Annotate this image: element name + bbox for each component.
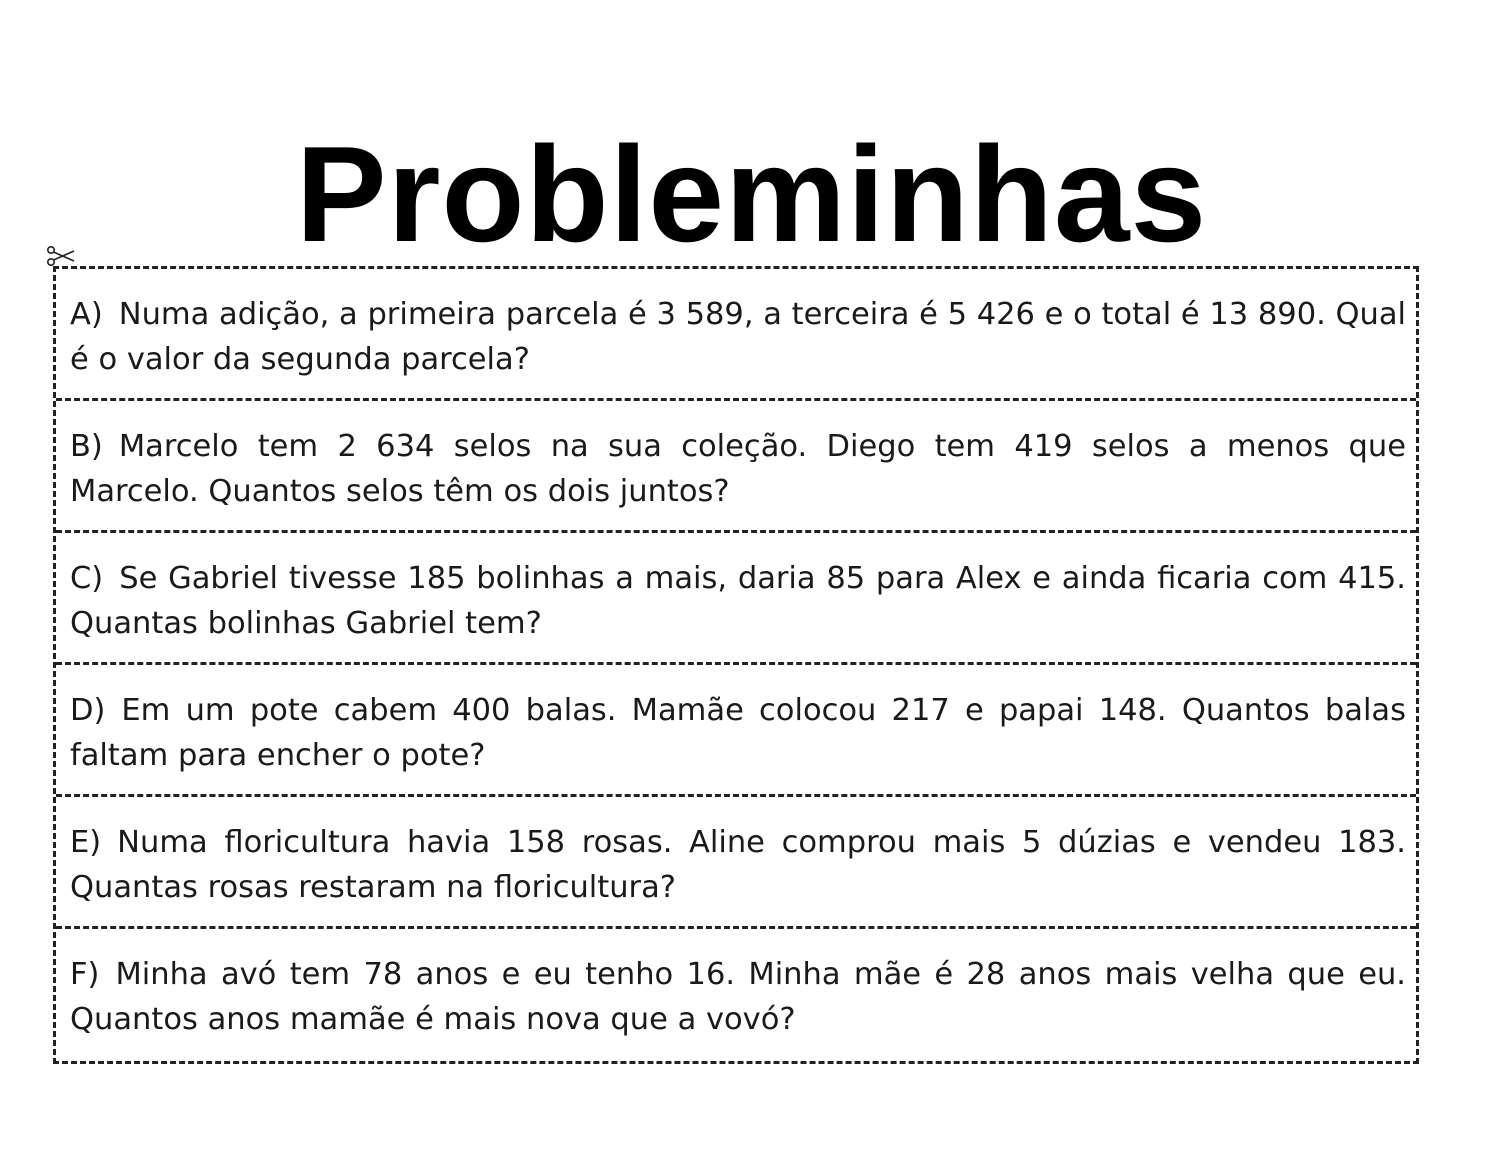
problem-text: Numa adição, a primeira parcela é 3 589, a terceira é 5 426 e o total é 13 890. Qual é o valor da segunda parcela? xyxy=(70,297,1406,377)
problem-list xyxy=(53,266,1419,1064)
problem-d xyxy=(56,665,1416,797)
problem-letter: D) xyxy=(70,693,106,728)
problem-letter: B) xyxy=(70,429,103,464)
page-title: Probleminhas xyxy=(295,118,1208,271)
problem-text: Se Gabriel tivesse 185 bolinhas a mais, daria 85 para Alex e ainda ficaria com 415. Quantas bolinhas Gabriel tem? xyxy=(70,561,1406,641)
problem-letter: C) xyxy=(70,561,104,596)
problem-letter: E) xyxy=(70,825,102,860)
problem-letter: A) xyxy=(70,297,103,332)
problem-text: Minha avó tem 78 anos e eu tenho 16. Minha mãe é 28 anos mais velha que eu. Quantos anos mamãe é mais nova que a vovó? xyxy=(70,957,1406,1037)
problem-f xyxy=(56,929,1416,1061)
problem-letter: F) xyxy=(70,957,100,992)
problem-text: Marcelo tem 2 634 selos na sua coleção. Diego tem 419 selos a menos que Marcelo. Quantos selos têm os dois juntos? xyxy=(70,429,1406,509)
problem-a xyxy=(56,269,1416,401)
problem-c xyxy=(56,533,1416,665)
problem-b xyxy=(56,401,1416,533)
problem-text: Numa floricultura havia 158 rosas. Aline comprou mais 5 dúzias e vendeu 183. Quantas rosas restaram na floricultura? xyxy=(70,825,1406,905)
problem-e xyxy=(56,797,1416,929)
problem-text: Em um pote cabem 400 balas. Mamãe colocou 217 e papai 148. Quantos balas faltam para encher o pote? xyxy=(70,693,1406,773)
